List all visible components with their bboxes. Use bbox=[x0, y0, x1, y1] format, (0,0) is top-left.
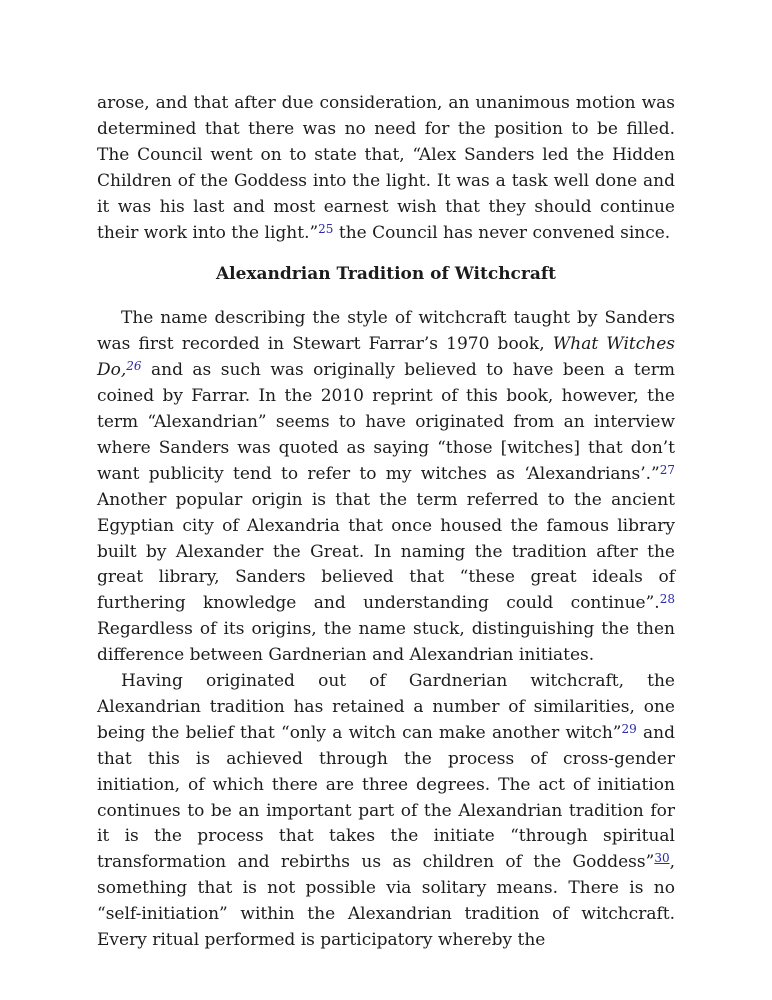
paragraph-text: The name describing the style of witchcraft taught by Sanders was first recorded in Stewart Farrar’s 1970 book, bbox=[97, 308, 675, 355]
footnote-ref-27[interactable]: 27 bbox=[659, 462, 675, 477]
paragraph-text: arose, and that after due consideration, an unanimous motion was determined that there was no need for the position to be filled. The Council went on to state that, “Alex Sanders led the Hidden Children of the Goddess into the light. It was a task well done and it was his last and most earnest wish that they should continue their work into the light.” bbox=[97, 93, 675, 243]
paragraph-name-origin bbox=[97, 306, 675, 669]
paragraph-text: , something that is not possible via solitary means. There is no “self-initiation” within the Alexandrian tradition of witchcraft. Every ritual performed is participatory whereby the bbox=[97, 852, 675, 951]
page-body bbox=[97, 91, 675, 954]
paragraph-text: Having originated out of Gardnerian witchcraft, the Alexandrian tradition has retained a number of similarities, one being the belief that “only a witch can make another witch” bbox=[97, 671, 675, 743]
paragraph-text: and that this is achieved through the process of cross-gender initiation, of which there are three degrees. The act of initiation continues to be an important part of the Alexandrian tradition for it is the process that takes the initiate “through spiritual transformation and rebirths us as children of the Goddess” bbox=[97, 722, 675, 873]
paragraph-text: Another popular origin is that the term referred to the ancient Egyptian city of Alexandria that once housed the famous library built by Alexander the Great. In naming the tradition after the great library, Sanders believed that “these great ideals of furthering knowledge and understanding could continue”. bbox=[97, 489, 675, 614]
paragraph-council bbox=[97, 91, 675, 246]
section-heading: Alexandrian Tradition of Witchcraft bbox=[215, 264, 557, 285]
paragraph-text: and as such was originally believed to have been a term coined by Farrar. In the 2010 reprint of this book, however, the term “Alexandrian” seems to have originated from an interview where Sanders was quoted as saying “those [witches] that don’t want publicity tend to refer to my witches as ‘Alexandrians’.” bbox=[97, 360, 675, 484]
paragraph-text: the Council has never convened since. bbox=[333, 222, 671, 243]
footnote-ref-25[interactable]: 25 bbox=[318, 221, 334, 236]
footnote-ref-29[interactable]: 29 bbox=[621, 721, 637, 736]
footnote-ref-26[interactable]: 26 bbox=[126, 359, 142, 374]
footnote-ref-28[interactable]: 28 bbox=[659, 592, 675, 607]
footnote-ref-30[interactable]: 30 bbox=[654, 851, 670, 866]
book-title: What Witches Do, bbox=[97, 334, 675, 381]
paragraph-initiation bbox=[97, 669, 675, 954]
paragraph-text: Regardless of its origins, the name stuck, distinguishing the then difference between Gardnerian and Alexandrian initiates. bbox=[97, 619, 675, 666]
